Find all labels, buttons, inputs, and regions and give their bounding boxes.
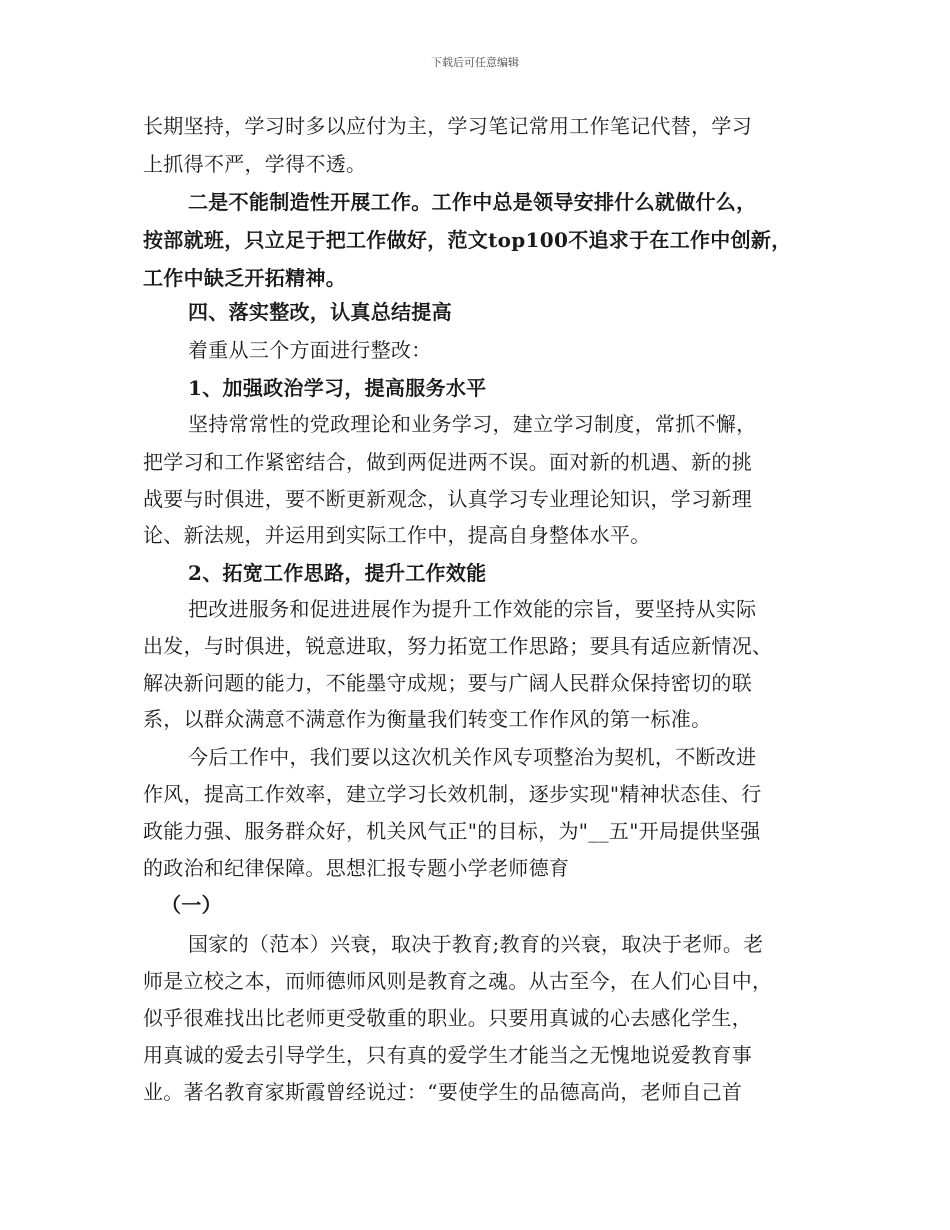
body-line: 系，以群众满意不满意作为衡量我们转变工作作风的第一标准。 xyxy=(143,707,712,731)
section-heading: 四、落实整改，认真总结提高 xyxy=(188,300,452,324)
body-line: 上抓得不严，学得不透。 xyxy=(143,152,367,176)
bold-line: 二是不能制造性开展工作。工作中总是领导安排什么就做什么， xyxy=(188,190,757,214)
body-line: 长期坚持，学习时多以应付为主，学习笔记常用工作笔记代替，学习 xyxy=(143,114,752,138)
body-line: 的政治和纪律保障。思想汇报专题小学老师德育 xyxy=(143,856,570,880)
body-line: 把改进服务和促进进展作为提升工作效能的宗旨，要坚持从实际 xyxy=(188,597,757,621)
body-line: 论、新法规，并运用到实际工作中，提高自身整体水平。 xyxy=(143,523,651,547)
body-line: 着重从三个方面进行整改： xyxy=(188,338,432,362)
body-line: 解决新问题的能力，不能墨守成规；要与广阔人民群众保持密切的联 xyxy=(143,671,752,695)
header-note: 下载后可任意编辑 xyxy=(431,56,519,69)
subsection-heading: 2、拓宽工作思路，提升工作效能 xyxy=(188,561,487,585)
body-line: 国家的（范本）兴衰，取决于教育;教育的兴衰，取决于老师。老 xyxy=(188,932,764,956)
body-line: 坚持常常性的党政理论和业务学习，建立学习制度，常抓不懈， xyxy=(188,412,757,436)
body-line: 作风，提高工作效率，建立学习长效机制，逐步实现"精神状态佳、行 xyxy=(143,782,762,806)
body-line: 政能力强、服务群众好，机关风气正"的目标，为"__五"开局提供坚强 xyxy=(143,819,761,843)
subsection-heading: （一） xyxy=(161,893,222,917)
body-line: 出发，与时俱进，锐意进取，努力拓宽工作思路；要具有适应新情况、 xyxy=(143,634,773,658)
body-line: 战要与时俱进，要不断更新观念，认真学习专业理论知识，学习新理 xyxy=(143,487,752,511)
body-line: 师是立校之本，而师德师风则是教育之魂。从古至今，在人们心目中， xyxy=(143,969,773,993)
subsection-heading: 1、加强政治学习，提高服务水平 xyxy=(188,376,487,400)
body-line: 今后工作中，我们要以这次机关作风专项整治为契机，不断改进 xyxy=(188,745,757,769)
body-line: 用真诚的爱去引导学生，只有真的爱学生才能当之无愧地说爱教育事 xyxy=(143,1043,752,1067)
body-line: 似乎很难找出比老师更受敬重的职业。只要用真诚的心去感化学生， xyxy=(143,1006,752,1030)
bold-line: 工作中缺乏开拓精神。 xyxy=(143,266,346,290)
bold-line: 按部就班，只立足于把工作做好，范文top100不追求于在工作中创新， xyxy=(143,228,792,252)
body-line: 业。著名教育家斯霞曾经说过：“要使学生的品德高尚，老师自己首 xyxy=(143,1080,743,1104)
body-line: 把学习和工作紧密结合，做到两促进两不误。面对新的机遇、新的挑 xyxy=(143,450,752,474)
